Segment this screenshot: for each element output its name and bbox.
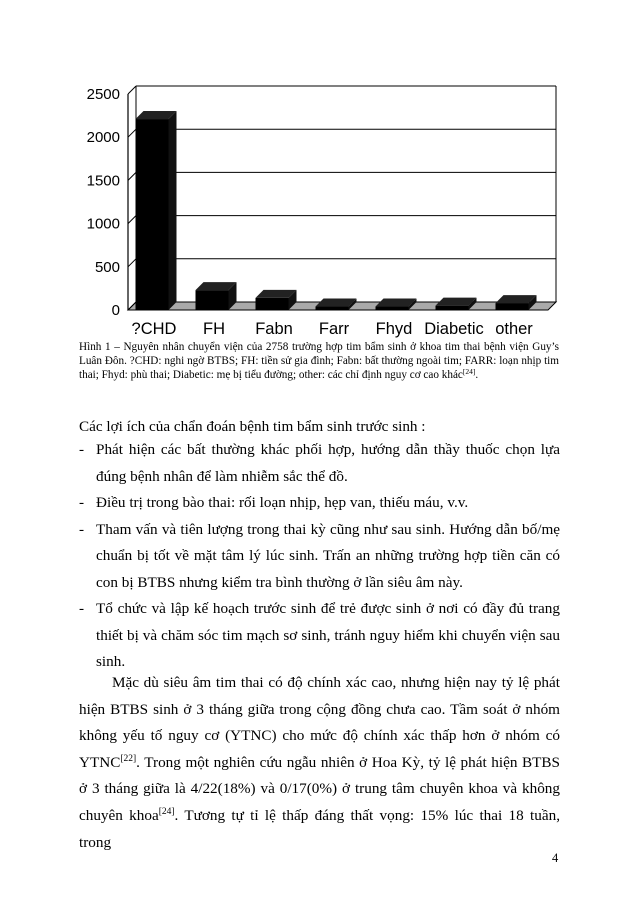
y-tick-label: 500 [94, 258, 120, 276]
benefits-intro: Các lợi ích của chẩn đoán bệnh tim bẩm sinh trước sinh : [79, 418, 426, 435]
bullet-dash: - [79, 494, 85, 511]
benefit-text: Điều trị trong bào thai: rối loạn nhịp, hẹp van, thiếu máu, v.v. [96, 494, 469, 511]
benefit-item [79, 437, 560, 490]
bar-side [169, 111, 177, 310]
bullet-dash: - [79, 441, 85, 458]
paragraph-part-3: . Tương tự tỉ lệ thấp đáng thất vọng: 15% lúc thai 18 tuần, trong [79, 806, 560, 851]
citation-24: [24] [158, 806, 175, 817]
bar [316, 307, 349, 310]
paragraph-part-1: Mặc dù siêu âm tim thai có độ chính xác cao, nhưng hiện nay tỷ lệ phát hiện BTBS sinh ở 3 tháng giữa trong cộng đồng chưa cao. Tầm soát ở nhóm không yếu tố nguy cơ (YTNC) cho mức độ chính xác thấp hơn ở nhóm có YTNC [79, 674, 560, 771]
figure-caption [79, 340, 559, 382]
bullet-dash: - [79, 600, 85, 617]
bar [496, 303, 529, 310]
caption-text: Hình 1 – Nguyên nhân chuyển viện của 2758 trường hợp tim bẩm sinh ở khoa tim thai bệnh viện Guy’s Luân Đôn. ?CHD: nghi ngờ BTBS; FH: tiền sử gia đình; Fabn: bất thường ngoài tim; FARR: loạn nhịp tim thai; Fhyd: phù thai; Diabetic: mẹ bị tiểu đường; other: các chỉ định nguy cơ cao khác [79, 341, 559, 381]
gridline-side [128, 129, 136, 137]
benefits-list [79, 437, 560, 676]
y-tick-label: 1500 [86, 172, 120, 190]
bar [136, 119, 169, 310]
x-tick-label: FH [203, 320, 225, 338]
x-tick-label: Fabn [255, 320, 293, 338]
referral-causes-bar-chart [78, 82, 558, 344]
bar [376, 307, 409, 310]
y-tick-label: 1000 [86, 215, 120, 233]
paragraph-part-2: . Trong một nghiên cứu ngẫu nhiên ở Hoa Kỳ, tỷ lệ phát hiện BTBS ở 3 tháng giữa là 4/22(18%) và 0/17(0%) ở trung tâm chuyên khoa và không chuyên khoa [79, 753, 560, 824]
bar [256, 298, 289, 310]
benefit-item [79, 517, 560, 597]
y-tick-label: 0 [111, 302, 120, 319]
x-tick-label: Fhyd [375, 320, 413, 338]
benefit-text: Tham vấn và tiên lượng trong thai kỳ cũng như sau sinh. Hướng dẫn bố/mẹ chuẩn bị tốt về mặt tâm lý lúc sinh. Trấn an những trường hợp tiền căn có con bị BTBS nhưng kiểm tra bình thường ở lần siêu âm này. [96, 520, 560, 591]
benefit-text: Tổ chức và lập kế hoạch trước sinh để trẻ được sinh ở nơi có đầy đủ trang thiết bị và chăm sóc tim mạch sơ sinh, tránh nguy hiểm khi chuyển viện sau sinh. [96, 600, 560, 670]
gridline-side [128, 216, 136, 224]
benefit-text: Phát hiện các bất thường khác phối hợp, hướng dẫn thầy thuốc chọn lựa đúng bệnh nhân để làm nhiễm sắc thể đồ. [96, 441, 560, 485]
gridline-side [128, 172, 136, 180]
caption-end: . [475, 369, 479, 381]
x-tick-label: ?CHD [131, 320, 177, 338]
benefit-item [79, 596, 560, 676]
body-paragraph [79, 670, 560, 856]
x-tick-label: Diabetic [424, 320, 484, 338]
bar [436, 306, 469, 310]
gridline-side [128, 86, 136, 94]
page-number: 4 [552, 851, 559, 865]
x-tick-label: other [495, 320, 533, 338]
y-tick-label: 2000 [86, 129, 120, 147]
gridline-side [128, 259, 136, 267]
citation-22: [22] [120, 753, 137, 764]
x-tick-label: Farr [318, 320, 350, 338]
bar [196, 290, 229, 310]
y-tick-label: 2500 [86, 86, 120, 103]
benefit-item [79, 490, 560, 517]
caption-citation: [24] [462, 367, 476, 376]
bullet-dash: - [79, 520, 85, 538]
